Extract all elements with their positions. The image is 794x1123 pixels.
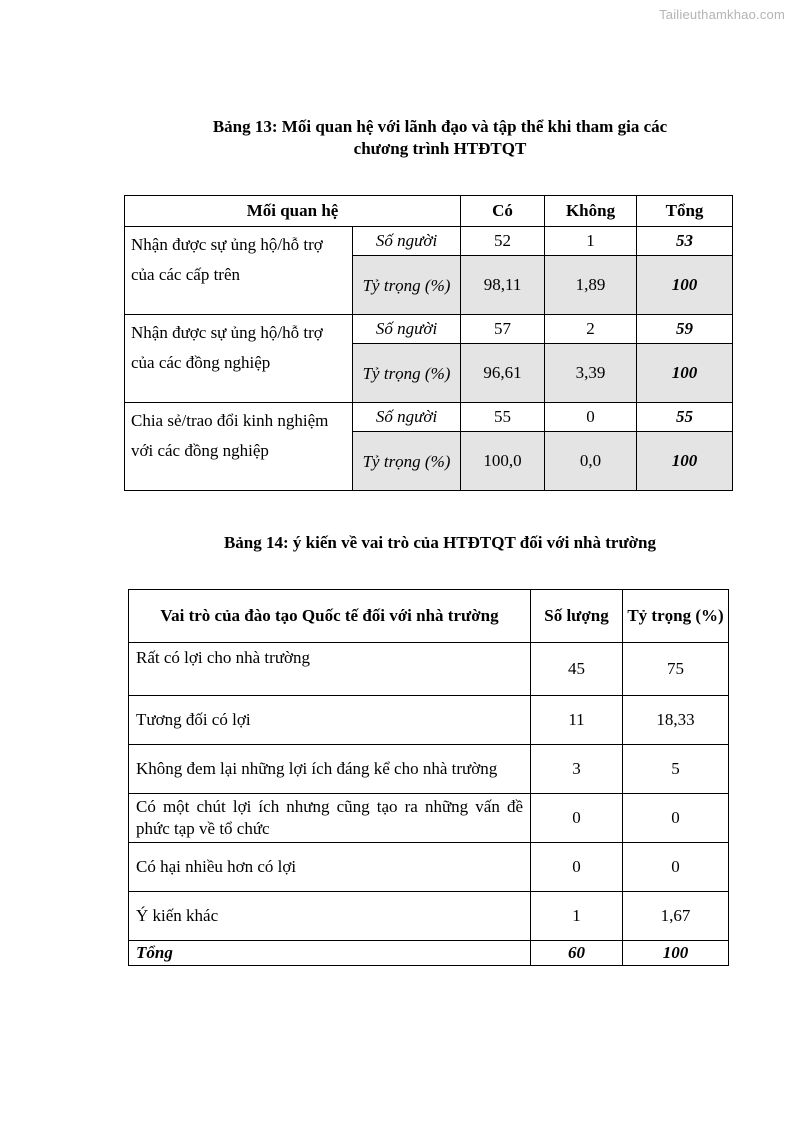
measure-share-label: Tỷ trọng (%)	[353, 344, 461, 403]
table-row	[129, 643, 729, 696]
quantity-value: 45	[531, 643, 623, 696]
count-no: 0	[545, 403, 637, 432]
total-label: Tổng	[129, 941, 531, 966]
count-no: 1	[545, 227, 637, 256]
quantity-value: 0	[531, 843, 623, 892]
table-header-row	[129, 590, 729, 643]
table-row	[125, 227, 733, 256]
share-no: 0,0	[545, 432, 637, 491]
count-yes: 55	[461, 403, 545, 432]
measure-share-label: Tỷ trọng (%)	[353, 432, 461, 491]
quantity-value: 0	[531, 794, 623, 843]
table14-caption: Bảng 14: ý kiến về vai trò của HTĐTQT đối với nhà trường	[223, 533, 657, 552]
share-yes: 96,61	[461, 344, 545, 403]
quantity-value: 1	[531, 892, 623, 941]
table-row	[129, 843, 729, 892]
relation-label: Nhận được sự ủng hộ/hỗ trợ của các đồng nghiệp	[125, 315, 353, 403]
total-row	[129, 941, 729, 966]
table-row	[129, 794, 729, 843]
relationship-table	[124, 195, 733, 491]
count-total: 55	[637, 403, 733, 432]
share-total: 100	[637, 432, 733, 491]
table13-caption-line2: chương trình HTĐTQT	[353, 139, 527, 158]
share-value: 75	[623, 643, 729, 696]
share-value: 18,33	[623, 696, 729, 745]
count-yes: 57	[461, 315, 545, 344]
share-no: 1,89	[545, 256, 637, 315]
header-no: Không	[545, 196, 637, 227]
relation-label: Nhận được sự ủng hộ/hỗ trợ của các cấp trên	[125, 227, 353, 315]
count-total: 59	[637, 315, 733, 344]
share-total: 100	[637, 256, 733, 315]
table13-caption	[160, 116, 720, 160]
table-header-row	[125, 196, 733, 227]
share-value: 5	[623, 745, 729, 794]
table-row	[129, 745, 729, 794]
count-total: 53	[637, 227, 733, 256]
table-row	[125, 315, 733, 344]
share-value: 0	[623, 794, 729, 843]
role-label: Có một chút lợi ích nhưng cũng tạo ra những vấn đề phức tạp về tổ chức	[129, 794, 531, 843]
measure-count-label: Số người	[353, 227, 461, 256]
share-yes: 100,0	[461, 432, 545, 491]
measure-count-label: Số người	[353, 315, 461, 344]
relation-label: Chia sẻ/trao đổi kinh nghiệm với các đồng nghiệp	[125, 403, 353, 491]
share-yes: 98,11	[461, 256, 545, 315]
table-row	[129, 696, 729, 745]
header-share: Tỷ trọng (%)	[623, 590, 729, 643]
role-label: Tương đối có lợi	[129, 696, 531, 745]
share-total: 100	[637, 344, 733, 403]
total-share: 100	[623, 941, 729, 966]
header-role: Vai trò của đào tạo Quốc tế đối với nhà trường	[129, 590, 531, 643]
quantity-value: 11	[531, 696, 623, 745]
measure-count-label: Số người	[353, 403, 461, 432]
table-row	[125, 403, 733, 432]
role-label: Có hại nhiều hơn có lợi	[129, 843, 531, 892]
header-quantity: Số lượng	[531, 590, 623, 643]
role-label: Ý kiến khác	[129, 892, 531, 941]
role-label: Không đem lại những lợi ích đáng kể cho nhà trường	[129, 745, 531, 794]
table-row	[129, 892, 729, 941]
count-yes: 52	[461, 227, 545, 256]
header-relation: Mối quan hệ	[125, 196, 461, 227]
quantity-value: 3	[531, 745, 623, 794]
share-no: 3,39	[545, 344, 637, 403]
share-value: 1,67	[623, 892, 729, 941]
count-no: 2	[545, 315, 637, 344]
watermark: Tailieuthamkhao.com	[659, 7, 785, 22]
role-label: Rất có lợi cho nhà trường	[129, 643, 531, 696]
measure-share-label: Tỷ trọng (%)	[353, 256, 461, 315]
role-opinion-table	[128, 589, 729, 966]
table13-caption-line1: Bảng 13: Mối quan hệ với lãnh đạo và tập thể khi tham gia các	[212, 117, 668, 136]
share-value: 0	[623, 843, 729, 892]
header-yes: Có	[461, 196, 545, 227]
total-quantity: 60	[531, 941, 623, 966]
header-total: Tổng	[637, 196, 733, 227]
